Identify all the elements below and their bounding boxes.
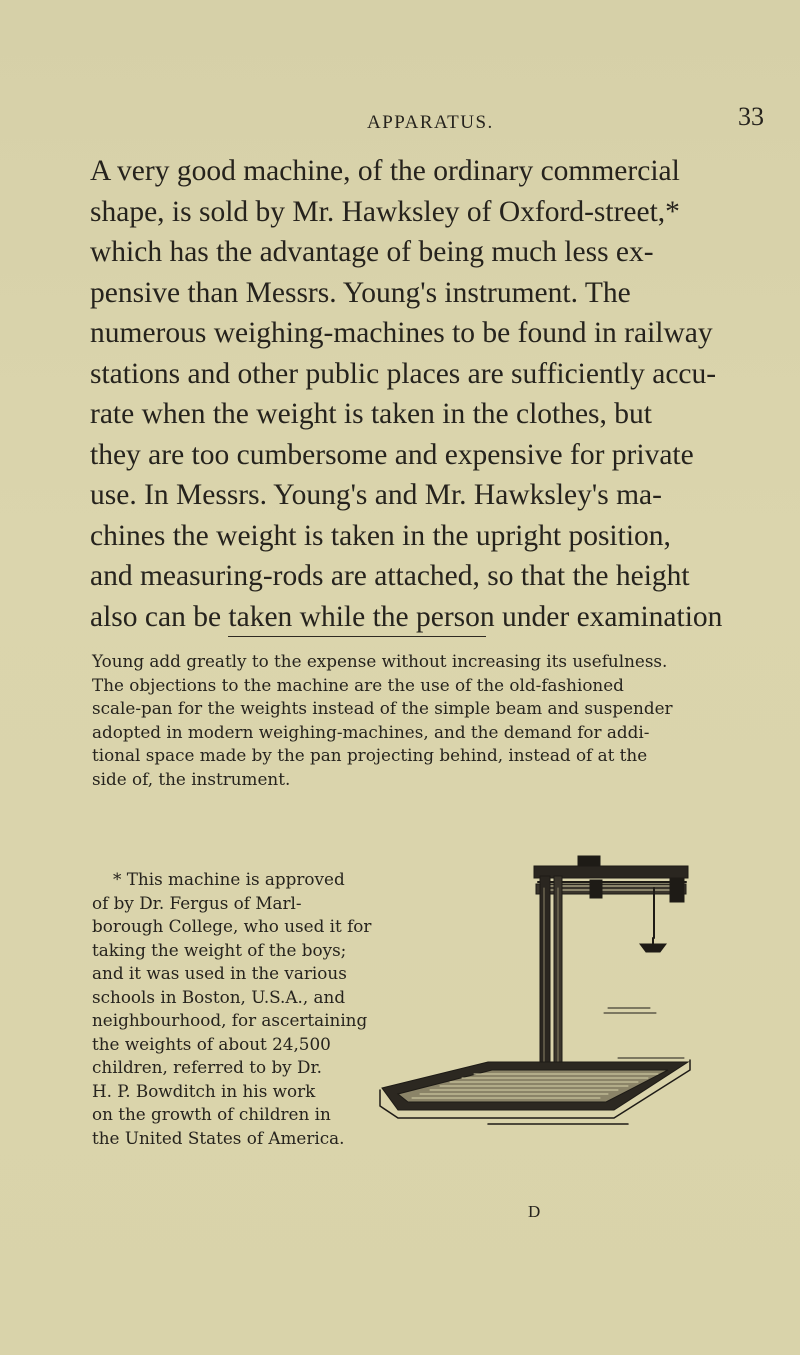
footnote-line: H. P. Bowditch in his work xyxy=(92,1080,316,1101)
footnote-line: side of, the instrument. xyxy=(92,768,291,789)
body-line: chines the weight is taken in the upright position, xyxy=(90,519,671,552)
body-line: and measuring-rods are attached, so that the height xyxy=(90,560,690,592)
footnote-line: Young add greatly to the expense without increasing its usefulness. xyxy=(92,651,668,671)
footnote-line: children, referred to by Dr. xyxy=(92,1057,322,1077)
footnote-line: and it was used in the various xyxy=(92,963,347,983)
footnote-line: neighbourhood, for ascertaining xyxy=(92,1010,368,1030)
body-line: also can be taken while the person under examination xyxy=(90,600,723,633)
footnote-continued xyxy=(92,650,792,791)
footnote-line: tional space made by the pan projecting behind, instead of at the xyxy=(92,745,648,765)
footnote-line: of by Dr. Fergus of Marl- xyxy=(92,892,302,913)
body-line: shape, is sold by Mr. Hawksley of Oxford-street,* xyxy=(90,195,680,228)
footnote-asterisk xyxy=(92,868,382,1150)
body-line: numerous weighing-machines to be found in railway xyxy=(90,317,713,349)
footnote-line: schools in Boston, U.S.A., and xyxy=(92,986,346,1007)
weighing-machine-illustration xyxy=(368,848,698,1128)
footnote-line: on the growth of children in xyxy=(92,1104,331,1124)
body-line: stations and other public places are sufficiently accu- xyxy=(90,357,717,390)
body-line: pensive than Messrs. Young's instrument. The xyxy=(90,276,631,309)
footnote-line: * This machine is approved xyxy=(113,869,345,889)
footnote-line: borough College, who used it for xyxy=(92,916,372,936)
weighing-machine-icon xyxy=(368,848,698,1128)
footnote-line: the United States of America. xyxy=(92,1127,345,1148)
body-line: A very good machine, of the ordinary commercial xyxy=(90,155,680,187)
footnote-line: taking the weight of the boys; xyxy=(92,939,347,960)
footnote-rule xyxy=(228,636,486,637)
footnote-line: scale-pan for the weights instead of the simple beam and suspender xyxy=(92,698,673,718)
body-line: rate when the weight is taken in the clothes, but xyxy=(90,398,652,430)
main-paragraph xyxy=(90,151,790,637)
footnote-line: adopted in modern weighing-machines, and the demand for addi- xyxy=(92,721,650,742)
running-head: APPARATUS. xyxy=(367,112,494,133)
footnote-line: The objections to the machine are the use of the old-fashioned xyxy=(92,674,624,695)
body-line: use. In Messrs. Young's and Mr. Hawksley's ma- xyxy=(90,479,662,511)
body-line: they are too cumbersome and expensive for private xyxy=(90,438,694,471)
page-number: 33 xyxy=(738,102,764,131)
figure-label: D xyxy=(528,1202,541,1221)
footnote-line: the weights of about 24,500 xyxy=(92,1033,331,1054)
body-line: which has the advantage of being much less ex- xyxy=(90,236,654,268)
